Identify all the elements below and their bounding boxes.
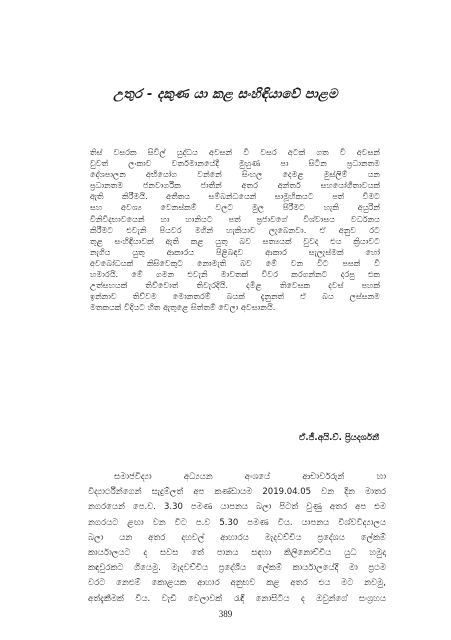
abstract-line: තුළ සංහිඳියාවක් ඇති කළ යුතු බව සත්‍යයක් වුවද එය ක්‍රියාවට [90,235,380,246]
body-line: සමාජවිද්‍යා අධ්‍යයන අංශයේ ආචාර්වරුන් හා [114,472,386,482]
body-line: වරට නෙළුම් කොළයක ආහාර අනුභව කළ අතර එය මට නවමු, [88,578,386,589]
body-paragraph [88,470,386,607]
body-line: කාර්යාලයට ද සවස තේ පානය සඳහා කිලිනොච්චිය යුධ හමුදා [88,547,386,558]
body-line: නගරයෙන් පෙ.ව. 3.30 පමණ යාපනය බලා පිටත් වුණු අතර අප එම [88,502,386,513]
abstract-line: කිරීමට එවැනි පියවර මගින් හැකියාව ලැබෙනවා. ඒ අනුව රට [90,224,380,235]
abstract-line: අවබෝධයක් කිසිවෙකුට නොමැති බව මේ වන විට පසක් වී [90,257,380,268]
abstract-line: ඇති කිරීමයි. අතීතය සම්බන්ධයෙන් සාමූහිකයට පත් වීමට [90,191,380,202]
abstract-line: ප්‍රධානතම ජනවාර්ගික ජාතීන් අතර අන්තර් සහයෝගීතාවයක් [90,180,380,191]
abstract-line: උත්සහයක් තිව්වොත් තිවැරදියි. දමිළ තිවෙසක දවස් පහක් [90,280,380,291]
body-line: නගරයට ළඟා වන විට ප.ව 5.30 පමණ විය. යාපනය විශ්වවිද්‍යාලය [88,517,386,528]
abstract-line: දේශපාලන අභියෝග වන්නේ සිංහල දෙමළ මුස්ලිම් යන [90,169,380,180]
abstract-line: තිස් වසරක සිවිල් යුද්ධය අවසන් වී වසර අටක් ගත වී අවසන් [90,147,380,157]
abstract-block [90,147,380,313]
body-line: අත්දැකීමක් විය. වැඩි වෙලාවක් රැඳී නොසිටිය ද ඔවුන්ගේ සංග්‍රහය [88,593,386,604]
abstract-line: හමාරයි. මේ ගමන එවැනි මාවතක් විවර කරගන්නට දරපු එක [90,269,380,280]
abstract-line: විනිවිදභාවයෙන් හා හානියට පත් ප්‍රජාවගේ විශ්වාසය වර්ධනය [90,213,380,224]
body-line: විද්‍යාර්ථීන්ගෙන් සැදුම්ලත් අප කණ්ඩායම 2019.04.05 වන දින මාතර [88,487,386,498]
body-line: කඳවුරකට ගියෙමු. මැදවච්චිය ප්‍රදේශීය ලේකම් කාර්යාලයේදී මා ප්‍රථම [88,563,386,574]
abstract-line: නැගිය යුතු ආකාරය පිළිබඳව ආකාර සැලැස්මක් හෝ [90,246,380,257]
article-title: උතුර - දකුණ යා කළ සංහිඳියාවේ පාළම [113,87,338,102]
abstract-line: සහ අවශ්‍ය වෙනස්කම් වලට මුල පිරීමට හැකි අයුරින් [90,202,380,213]
body-line: බලා යන අතර දහවල් ආහාරය මැදවච්චිය ප්‍රදේශය ලේකම් [88,532,386,543]
author-name: ඒ.ජී.අයි.ව්. ප්‍රියදර්ශනී [298,433,379,443]
abstract-line: ඉන්නාව තිව්වම මොනතරම් බයක් දැනුනත් ඒ බය ලස්සනම [90,291,380,302]
abstract-line: මතකයක් විදියට හිත ඇතුළෙ සිත්තම් වෙලා අවසානයි. [90,302,276,313]
abstract-line: වුවත් ලංකාව වර්තමානයේදී මුහුණ පා සිටින ප්‍රධානතම [90,158,380,169]
page-number: 389 [218,609,233,619]
